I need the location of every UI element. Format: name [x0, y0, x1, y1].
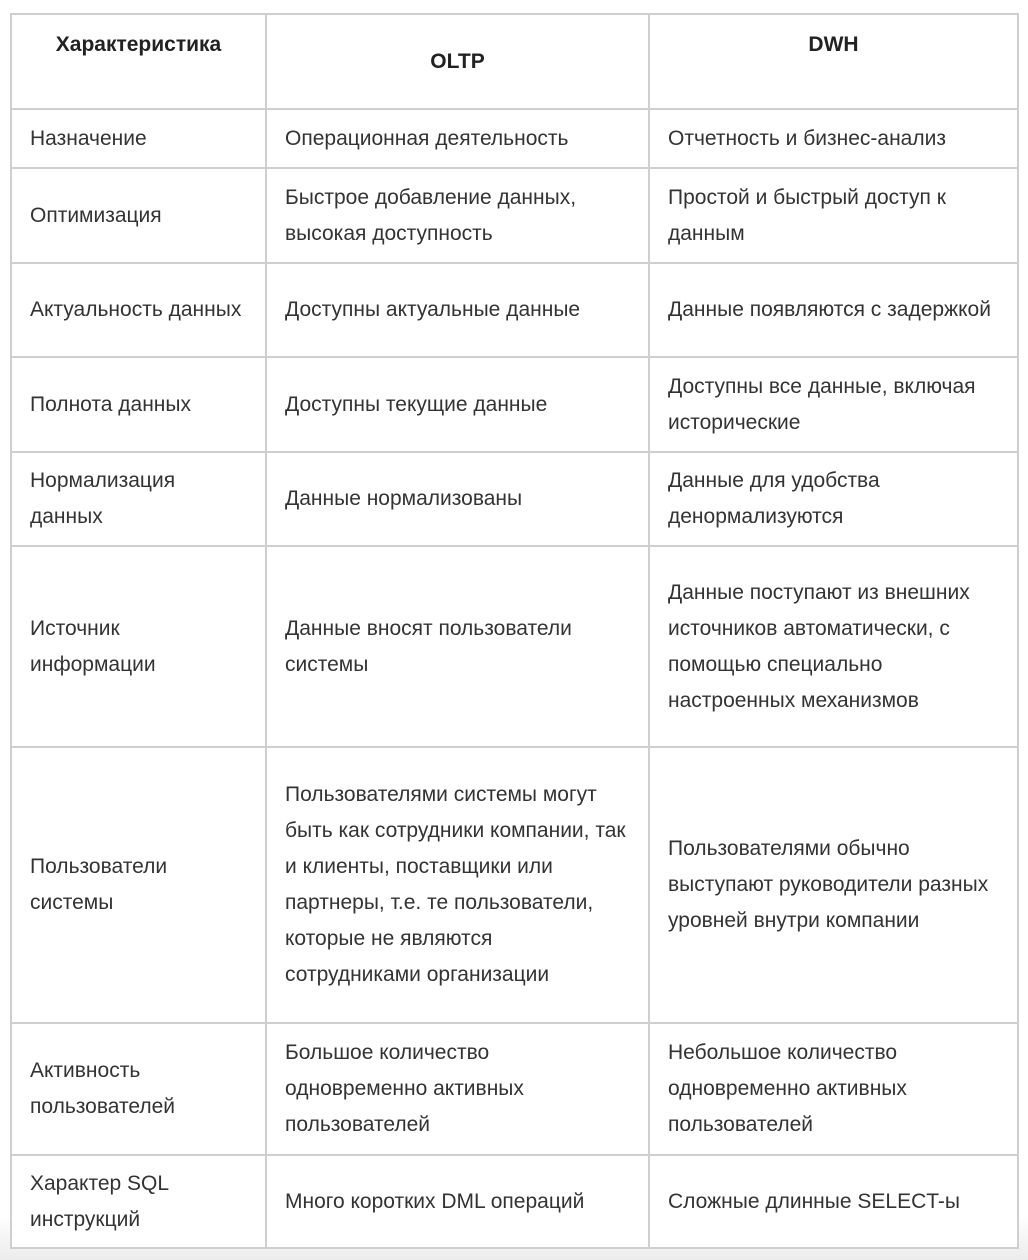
oltp-cell: Большое количество одновременно активных пользователей — [266, 1023, 649, 1155]
header-characteristic: Характеристика — [11, 14, 266, 109]
characteristic-cell: Оптимизация — [11, 168, 266, 263]
table-row — [11, 357, 1018, 452]
header-row — [11, 14, 1018, 109]
oltp-cell: Данные вносят пользователи системы — [266, 546, 649, 747]
oltp-cell: Пользователями системы могут быть как сотрудники компании, так и клиенты, поставщики или партнеры, т.е. те пользователи, которые не являются сотрудниками организации — [266, 747, 649, 1023]
dwh-cell: Сложные длинные SELECT-ы — [649, 1155, 1018, 1248]
dwh-cell: Пользователями обычно выступают руководители разных уровней внутри компании — [649, 747, 1018, 1023]
dwh-cell: Доступны все данные, включая исторические — [649, 357, 1018, 452]
header-dwh: DWH — [649, 14, 1018, 109]
dwh-cell: Данные поступают из внешних источников автоматически, с помощью специально настроенных механизмов — [649, 546, 1018, 747]
characteristic-cell: Источник информации — [11, 546, 266, 747]
characteristic-cell: Активность пользователей — [11, 1023, 266, 1155]
table-row — [11, 263, 1018, 357]
characteristic-cell: Характер SQL инструкций — [11, 1155, 266, 1248]
table-row — [11, 109, 1018, 168]
characteristic-cell: Нормализация данных — [11, 452, 266, 546]
dwh-cell: Отчетность и бизнес-анализ — [649, 109, 1018, 168]
oltp-cell: Данные нормализованы — [266, 452, 649, 546]
characteristic-cell: Назначение — [11, 109, 266, 168]
oltp-cell: Быстрое добавление данных, высокая доступность — [266, 168, 649, 263]
characteristic-cell: Пользователи системы — [11, 747, 266, 1023]
oltp-cell: Доступны актуальные данные — [266, 263, 649, 357]
oltp-cell: Доступны текущие данные — [266, 357, 649, 452]
characteristic-cell: Актуальность данных — [11, 263, 266, 357]
header-oltp: OLTP — [266, 14, 649, 109]
dwh-cell: Небольшое количество одновременно активных пользователей — [649, 1023, 1018, 1155]
oltp-cell: Операционная деятельность — [266, 109, 649, 168]
comparison-table — [10, 13, 1019, 1249]
table-row — [11, 1023, 1018, 1155]
dwh-cell: Простой и быстрый доступ к данным — [649, 168, 1018, 263]
dwh-cell: Данные появляются с задержкой — [649, 263, 1018, 357]
table-row — [11, 747, 1018, 1023]
table-row — [11, 1155, 1018, 1248]
table-row — [11, 168, 1018, 263]
characteristic-cell: Полнота данных — [11, 357, 266, 452]
table-row — [11, 546, 1018, 747]
dwh-cell: Данные для удобства денормализуются — [649, 452, 1018, 546]
oltp-cell: Много коротких DML операций — [266, 1155, 649, 1248]
table-row — [11, 452, 1018, 546]
